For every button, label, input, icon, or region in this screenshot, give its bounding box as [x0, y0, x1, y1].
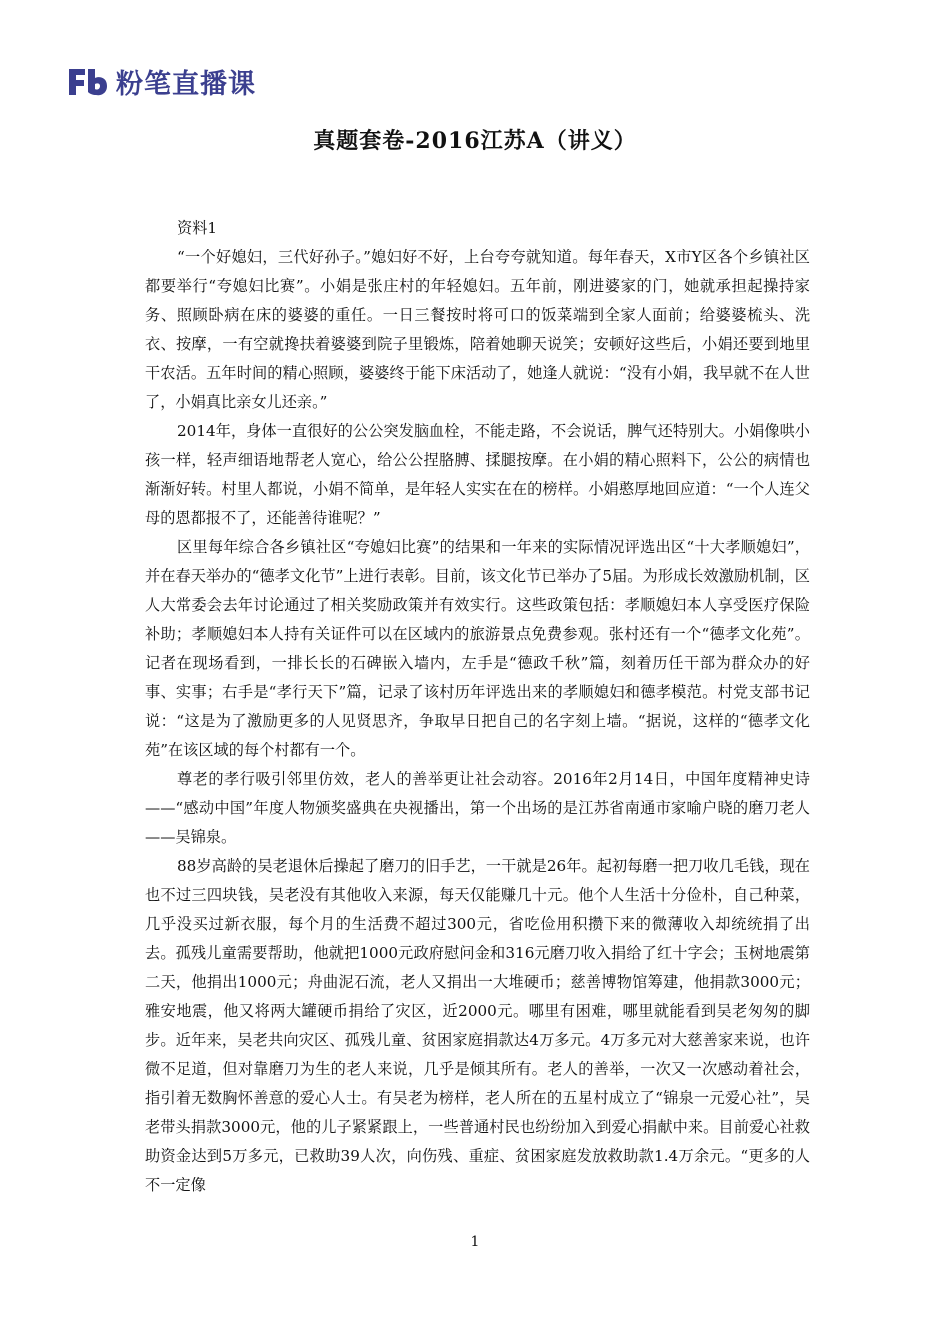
- paragraph-3: 区里每年综合各乡镇社区“夸媳妇比赛”的结果和一年来的实际情况评选出区“十大孝顺媳妇”，并在春天举办的“德孝文化节”上进行表彰。目前，该文化节已举办了5届。为形成长效激励机制，区人大常委会去年讨论通过了相关奖励政策并有效实行。这些政策包括：孝顺媳妇本人享受医疗保险补助；孝顺媳妇本人持有关证件可以在区域内的旅游景点免费参观。张村还有一个“德孝文化苑”。记者在现场看到，一排长长的石碑嵌入墙内，左手是“德政千秋”篇，刻着历任干部为群众办的好事、实事；右手是“孝行天下”篇，记录了该村历年评选出来的孝顺媳妇和德孝模范。村党支部书记说：“这是为了激励更多的人见贤思齐，争取早日把自己的名字刻上墙。“据说，这样的“德孝文化苑”在该区域的每个村都有一个。: [145, 538, 810, 759]
- paragraph-4: 尊老的孝行吸引邻里仿效，老人的善举更让社会动容。2016年2月14日，中国年度精神史诗——“感动中国”年度人物颁奖盛典在央视播出，第一个出场的是江苏省南通市家喻户晓的磨刀老人——吴锦泉。: [145, 770, 810, 846]
- fb-logo-icon: [66, 65, 110, 99]
- paragraph-1: “一个好媳妇，三代好孙子。”媳妇好不好，上台夸夸就知道。每年春天，X市Y区各个乡镇社区都要举行“夸媳妇比赛”。小娟是张庄村的年轻媳妇。五年前，刚进婆家的门，她就承担起操持家务、照顾卧病在床的婆婆的重任。一日三餐按时将可口的饭菜端到全家人面前；给婆婆梳头、洗衣、按摩，一有空就搀扶着婆婆到院子里锻炼，陪着她聊天说笑；安顿好这些后，小娟还要到地里干农活。五年时间的精心照顾，婆婆终于能下床活动了，她逢人就说：“没有小娟，我早就不在人世了，小娟真比亲女儿还亲。”: [145, 248, 810, 411]
- paragraph-5: 88岁高龄的吴老退休后操起了磨刀的旧手艺，一干就是26年。起初每磨一把刀收几毛钱，现在也不过三四块钱，吴老没有其他收入来源，每天仅能赚几十元。他个人生活十分俭朴，自己种菜，几乎没买过新衣服，每个月的生活费不超过300元，省吃俭用积攒下来的微薄收入却统统捐了出去。孤残儿童需要帮助，他就把1000元政府慰问金和316元磨刀收入捐给了红十字会；玉树地震第二天，他捐出1000元；舟曲泥石流，老人又捐出一大堆硬币；慈善博物馆筹建，他捐款3000元；雅安地震，他又将两大罐硬币捐给了灾区，近2000元。哪里有困难，哪里就能看到吴老匆匆的脚步。近年来，吴老共向灾区、孤残儿童、贫困家庭捐款达4万多元。4万多元对大慈善家来说，也许微不足道，但对靠磨刀为生的老人来说，几乎是倾其所有。老人的善举，一次又一次感动着社会，指引着无数胸怀善意的爱心人士。有吴老为榜样，老人所在的五星村成立了“锦泉一元爱心社”，吴老带头捐款3000元，他的儿子紧紧跟上，一些普通村民也纷纷加入到爱心捐献中来。目前爱心社救助资金达到5万多元，已救助39人次，向伤残、重症、贫困家庭发放救助款1.4万余元。“更多的人不一定像: [145, 857, 810, 1194]
- brand-logo: [66, 62, 256, 101]
- page-number: 1: [470, 1234, 480, 1250]
- brand-text: 粉笔直播课: [116, 69, 256, 100]
- document-title: 真题套卷-2016江苏A（讲义）: [313, 128, 637, 154]
- section-label: 资料1: [177, 219, 218, 237]
- paragraph-2: 2014年，身体一直很好的公公突发脑血栓，不能走路，不会说话，脾气还特别大。小娟像哄小孩一样，轻声细语地帮老人宽心，给公公捏胳膊、揉腿按摩。在小娟的精心照料下，公公的病情也渐渐好转。村里人都说，小娟不简单，是年轻人实实在在的榜样。小娟憨厚地回应道：“一个人连父母的恩都报不了，还能善待谁呢？”: [145, 422, 810, 527]
- document-body: [145, 214, 810, 1200]
